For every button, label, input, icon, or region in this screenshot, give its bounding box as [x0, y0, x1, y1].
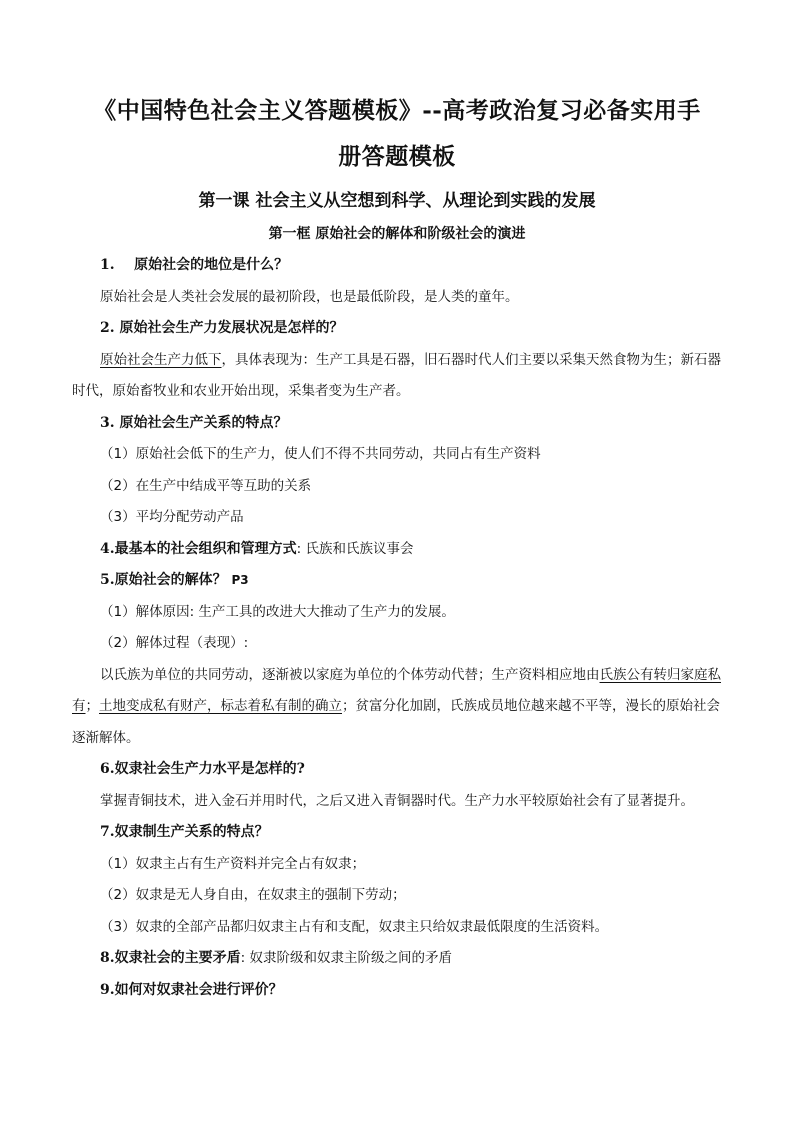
lesson-heading: 第一课 社会主义从空想到科学、从理论到实践的发展 — [198, 191, 596, 211]
question-5-page-ref: P3 — [231, 573, 249, 587]
answer-2-text: ，具体表现为：生产工具是石器，旧石器时代人们主要以采集天然食物为生；新石器时代，原始畜牧业和农业开始出现，采集者变为生产者。 — [72, 351, 721, 399]
answer-5-text-2: ； — [85, 698, 99, 714]
answer-7-point-3: （3）奴隶的全部产品都归奴隶主占有和支配，奴隶主只给奴隶最低限度的生活资料。 — [100, 918, 609, 935]
question-4-answer: : 氏族和氏族议事会 — [296, 540, 414, 557]
question-3: 3. 原始社会生产关系的特点？ — [100, 414, 288, 431]
question-4-text: 4.最基本的社会组织和管理方式 — [100, 540, 297, 557]
document-title — [72, 88, 722, 180]
question-9: 9.如何对奴隶社会进行评价？ — [100, 981, 283, 998]
answer-5-text-3: ；贫富分化加剧，氏族成员地位越来越不平等，漫长的原始社会逐渐解体。 — [72, 698, 720, 746]
answer-5-underlined-2: 土地变成私有财产，标志着私有制的确立 — [99, 698, 342, 714]
answer-5-process — [72, 660, 722, 755]
document-title-line2: 册答题模板 — [338, 143, 456, 170]
question-1-text: 原始社会的地位是什么？ — [134, 257, 289, 273]
answer-5-text-1: 以氏族为单位的共同劳动，逐渐被以家庭为单位的个体劳动代替；生产资料相应地由 — [100, 666, 600, 683]
answer-2 — [72, 345, 722, 408]
answer-7-point-2: （2）奴隶是无人身自由，在奴隶主的强制下劳动； — [100, 887, 406, 903]
question-5-text: 5.原始社会的解体？ — [100, 572, 227, 588]
answer-1: 原始社会是人类社会发展的最初阶段，也是最低阶段，是人类的童年。 — [100, 288, 519, 305]
answer-3-point-1: （1）原始社会低下的生产力，使人们不得不共同劳动，共同占有生产资料 — [100, 446, 541, 462]
answer-5-cause: （1）解体原因: 生产工具的改进大大推动了生产力的发展。 — [100, 603, 455, 620]
answer-3-point-2: （2）在生产中结成平等互助的关系 — [100, 477, 312, 494]
answer-2-underlined: 原始社会生产力低下 — [100, 351, 222, 368]
question-4 — [72, 534, 722, 566]
frame-heading: 第一框 原始社会的解体和阶级社会的演进 — [268, 226, 526, 242]
question-8-text: 8.奴隶社会的主要矛盾 — [100, 950, 241, 966]
question-8 — [72, 943, 722, 975]
answer-5-process-label: （2）解体过程（表现）: — [100, 635, 249, 651]
question-7: 7.奴隶制生产关系的特点？ — [100, 824, 269, 840]
question-1-number: 1. — [100, 257, 115, 273]
question-1 — [72, 250, 722, 282]
question-8-answer: : 奴隶阶级和奴隶主阶级之间的矛盾 — [240, 950, 452, 966]
document-title-line1: 《中国特色社会主义答题模板》--高考政治复习必备实用手 — [93, 97, 701, 124]
question-2: 2. 原始社会生产力发展状况是怎样的？ — [100, 320, 344, 336]
answer-5-underlined-1: 氏族公有转归家庭私有 — [72, 666, 721, 714]
answer-6: 掌握青铜技术，进入金石并用时代，之后又进入青铜器时代。生产力水平较原始社会有了显著提升。 — [100, 792, 694, 809]
question-6: 6.奴隶社会生产力水平是怎样的? — [100, 761, 305, 777]
answer-3-point-3: （3）平均分配劳动产品 — [100, 509, 244, 525]
answer-7-point-1: （1）奴隶主占有生产资料并完全占有奴隶； — [100, 855, 366, 872]
question-5 — [72, 565, 722, 597]
